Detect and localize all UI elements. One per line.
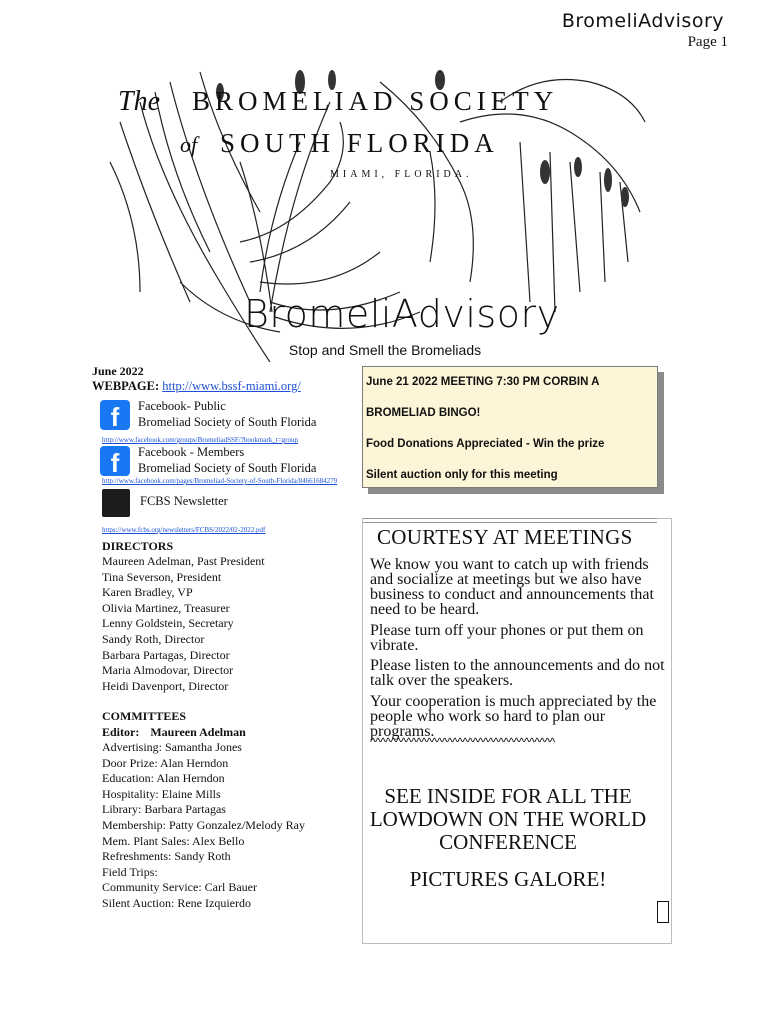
caret-divider: ^^^^^^^^^^^^^^^^^^^^^^^^^^^^^^^^^^^^ (370, 735, 555, 749)
webpage-label: WEBPAGE: (92, 379, 160, 393)
webpage-link[interactable]: http://www.bssf-miami.org/ (162, 379, 301, 393)
facebook-public-line2: Bromeliad Society of South Florida (138, 415, 317, 429)
director-item: Olivia Martinez, Treasurer (102, 600, 230, 615)
fcbs-newsletter-label[interactable]: FCBS Newsletter (140, 494, 228, 508)
courtesy-heading: COURTESY AT MEETINGS (377, 525, 633, 549)
facebook-members-line2: Bromeliad Society of South Florida (138, 461, 317, 475)
facebook-icon: f (100, 446, 130, 476)
newsletter-title: BromeliAdvisory (244, 292, 560, 336)
courtesy-paragraph: Your cooperation is much appreciated by the people who work so hard to plan our programs. (370, 693, 657, 740)
committee-item: Mem. Plant Sales: Alex Bello (102, 833, 245, 848)
facebook-public-row[interactable] (100, 398, 340, 432)
courtesy-paragraph: We know you want to catch up with friends and socialize at meetings but we also have business to conduct and announcements that need to be heard. (370, 556, 654, 618)
committee-item: Education: Alan Herndon (102, 771, 225, 786)
meeting-info-box (362, 366, 658, 488)
facebook-icon: f (100, 400, 130, 430)
masthead-line3: MIAMI, FLORIDA. (330, 169, 473, 180)
director-item: Tina Severson, President (102, 569, 222, 584)
see-inside-notice: SEE INSIDE FOR ALL THE LOWDOWN ON THE WORLD CONFERENCE (369, 784, 647, 854)
committee-item: Membership: Patty Gonzalez/Melody Ray (102, 817, 305, 832)
director-item: Maureen Adelman, Past President (102, 554, 265, 568)
courtesy-paragraph: Please turn off your phones or put them on vibrate. (370, 622, 644, 654)
facebook-members-row[interactable] (100, 444, 340, 478)
facebook-public-url[interactable]: http://www.facebook.com/groups/BromeliadSSF/?bookmark_t=group (102, 436, 298, 444)
meeting-line-2: BROMELIAD BINGO! (366, 407, 481, 419)
masthead-line1: BROMELIAD SOCIETY (192, 86, 559, 116)
committee-item: Hospitality: Elaine Mills (102, 786, 221, 801)
masthead-line2: SOUTH FLORIDA (220, 128, 499, 158)
masthead-the: The (118, 86, 160, 117)
meeting-line-4: Silent auction only for this meeting (366, 469, 558, 481)
meeting-line-1: June 21 2022 MEETING 7:30 PM CORBIN A (366, 376, 600, 388)
courtesy-top-rule (363, 518, 657, 523)
fcbs-newsletter-url[interactable]: https://www.fcbs.org/newsletters/FCBS/2022/02-2022.pdf (102, 526, 266, 534)
committee-item: Community Service: Carl Bauer (102, 880, 257, 895)
courtesy-box (362, 518, 672, 944)
page-number: Page 1 (687, 34, 728, 50)
committee-item: Library: Barbara Partagas (102, 802, 226, 817)
committee-item: Field Trips: (102, 864, 158, 879)
masthead-of: of (180, 132, 198, 157)
facebook-public-line1: Facebook- Public (138, 399, 226, 413)
meeting-line-3: Food Donations Appreciated - Win the prize (366, 438, 605, 450)
courtesy-paragraph: Please listen to the announcements and do not talk over the speakers. (370, 657, 665, 689)
committee-item: Advertising: Samantha Jones (102, 740, 242, 754)
editor-line (102, 725, 246, 741)
facebook-public-text (138, 398, 316, 430)
director-item: Lenny Goldstein, Secretary (102, 616, 234, 631)
webpage-line (92, 379, 301, 395)
committee-item: Silent Auction: Rene Izquierdo (102, 895, 251, 910)
facebook-members-text (138, 444, 316, 476)
committee-item: Door Prize: Alan Herndon (102, 755, 229, 770)
facebook-members-url[interactable]: http://www.facebook.com/pages/Bromeliad-Society-of-South-Florida/84661684279 (102, 477, 338, 485)
tagline: Stop and Smell the Bromeliads (288, 342, 482, 358)
facebook-members-line1: Facebook - Members (138, 445, 245, 459)
director-item: Barbara Partagas, Director (102, 647, 230, 662)
committees-list (102, 740, 305, 912)
director-item: Maria Almodovar, Director (102, 663, 234, 678)
box-glyph-icon (657, 901, 669, 923)
director-item: Heidi Davenport, Director (102, 678, 229, 693)
director-item: Karen Bradley, VP (102, 585, 193, 600)
running-header-title: BromeliAdvisory (561, 10, 724, 32)
committee-item: Refreshments: Sandy Roth (102, 849, 231, 864)
committees-heading: COMMITTEES (102, 709, 187, 723)
directors-list (102, 554, 265, 694)
director-item: Sandy Roth, Director (102, 631, 205, 646)
pictures-galore-notice: PICTURES GALORE! (409, 867, 607, 891)
fcbs-logo-icon (102, 489, 130, 517)
issue-date: June 2022 (92, 364, 144, 378)
directors-heading: DIRECTORS (102, 539, 174, 553)
editor-label: Editor: (102, 725, 140, 739)
editor-name: Maureen Adelman (150, 725, 246, 739)
